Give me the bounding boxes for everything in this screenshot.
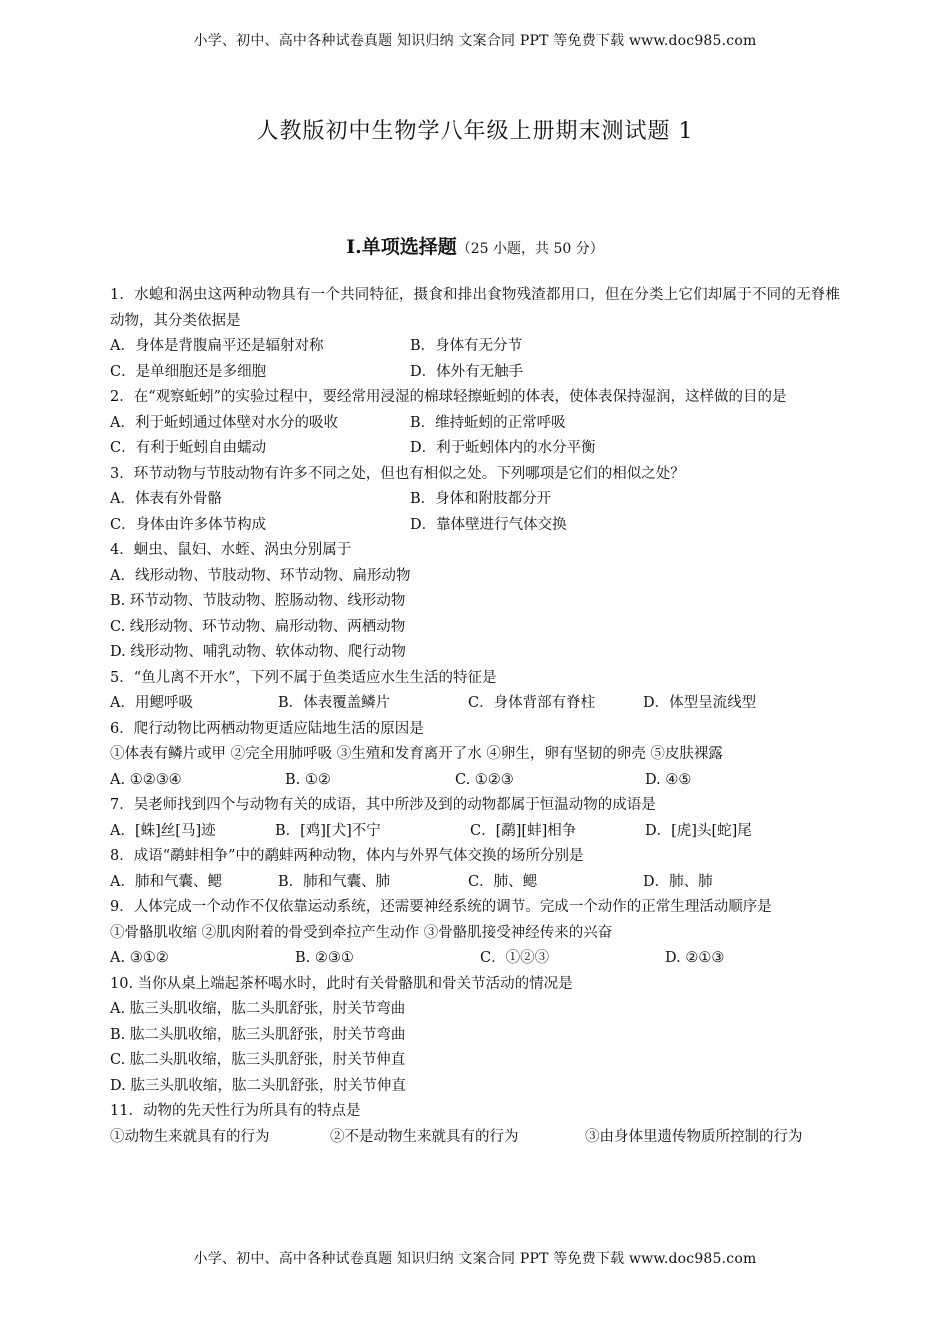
section-note: （25 小题，共 50 分） — [456, 241, 604, 257]
option-c: C．身体由许多体节构成 — [110, 516, 267, 533]
option-b: B．身体有无分节 — [410, 338, 523, 354]
question-3-stem: 3．环节动物与节肢动物有许多不同之处，但也有相似之处。下列哪项是它们的相似之处？ — [110, 465, 685, 482]
option-c: C．是单细胞还是多细胞 — [110, 363, 267, 380]
question-7-stem: 7．吴老师找到四个与动物有关的成语，其中所涉及到的动物都属于恒温动物的成语是 — [110, 797, 656, 813]
question-1-options — [110, 334, 840, 360]
option-b: B. ②③① — [295, 950, 354, 966]
option-a: A．利于蚯蚓通过体壁对水分的吸收 — [110, 414, 338, 431]
option-a: A．用鳃呼吸 — [110, 695, 193, 711]
question-10-stem: 10. 当你从桌上端起茶杯喝水时，此时有关骨骼肌和骨关节活动的情况是 — [110, 975, 573, 992]
question-4-stem: 4．蛔虫、鼠妇、水蛭、涡虫分别属于 — [110, 542, 352, 558]
question-5-options — [110, 691, 840, 717]
question-2-stem: 2．在“观察蚯蚓”的实验过程中，要经常用浸湿的棉球轻擦蚯蚓的体表，使体表保持湿润，这样做的目的是 — [110, 389, 787, 405]
section-heading-text: Ⅰ.单项选择题 — [346, 236, 457, 258]
item-2: ②不是动物生来就具有的行为 — [330, 1128, 519, 1145]
option-d: D．体外有无触手 — [410, 363, 524, 380]
question-2-options — [110, 411, 840, 437]
option-d: D. 线形动物、哺乳动物、软体动物、爬行动物 — [110, 644, 406, 660]
option-b: B. 环节动物、节肢动物、腔肠动物、线形动物 — [110, 593, 406, 609]
question-6-options — [110, 768, 840, 794]
question-9-items: ①骨骼肌收缩 ②肌肉附着的骨受到牵拉产生动作 ③骨骼肌接受神经传来的兴奋 — [110, 924, 613, 941]
option-a: A．肺和气囊、鳃 — [110, 873, 222, 890]
option-a: A. ③①② — [110, 950, 169, 966]
question-1-stem: 1．水螅和涡虫这两种动物具有一个共同特征，摄食和排出食物残渣都用口，但在分类上它们却属于不同的无脊椎动物，其分类依据是 — [110, 287, 840, 329]
question-7-options — [110, 819, 840, 845]
option-b: B．身体和附肢都分开 — [410, 491, 552, 507]
question-3-options — [110, 487, 840, 513]
option-a: A. 肱三头肌收缩，肱二头肌舒张，肘关节弯曲 — [110, 1001, 406, 1017]
option-c: C．身体背部有脊柱 — [468, 695, 596, 711]
page-header: 小学、初中、高中各种试卷真题 知识归纳 文案合同 PPT 等免费下载 www.doc985.com — [193, 33, 757, 49]
option-d: D. 肱三头肌收缩，肱二头肌舒张，肘关节伸直 — [110, 1077, 406, 1094]
option-a: A. ①②③④ — [110, 771, 182, 788]
question-5-stem: 5．“鱼儿离不开水”，下列不属于鱼类适应水生生活的特征是 — [110, 669, 497, 686]
question-6-stem: 6．爬行动物比两栖动物更适应陆地生活的原因是 — [110, 720, 424, 737]
option-d: D．靠体壁进行气体交换 — [410, 516, 567, 533]
option-d: D．利于蚯蚓体内的水分平衡 — [410, 440, 596, 456]
question-2-options-cd — [110, 436, 840, 462]
question-6-items: ①体表有鳞片或甲 ②完全用肺呼吸 ③生殖和发育离开了水 ④卵生，卵有坚韧的卵壳 ⑤皮肤裸露 — [110, 746, 723, 762]
option-b: B．[鸡][犬]不宁 — [275, 822, 381, 839]
option-c: C. 线形动物、环节动物、扁形动物、两栖动物 — [110, 618, 406, 635]
option-d: D．体型呈流线型 — [643, 695, 757, 711]
option-a: A．线形动物、节肢动物、环节动物、扁形动物 — [110, 567, 411, 584]
option-c: C. 肱二头肌收缩，肱三头肌舒张，肘关节伸直 — [110, 1052, 406, 1068]
question-1-options-cd — [110, 360, 840, 386]
option-d: D．肺、肺 — [643, 873, 713, 890]
item-3: ③由身体里遗传物质所控制的行为 — [585, 1128, 803, 1145]
option-b: B. 肱二头肌收缩，肱三头肌舒张，肘关节弯曲 — [110, 1026, 406, 1043]
option-c: C．①②③ — [480, 950, 550, 966]
option-c: C．有利于蚯蚓自由蠕动 — [110, 440, 267, 456]
question-8-stem: 8．成语“鹬蚌相争”中的鹬蚌两种动物，体内与外界气体交换的场所分别是 — [110, 848, 584, 864]
page-footer: 小学、初中、高中各种试卷真题 知识归纳 文案合同 PPT 等免费下载 www.doc985.com — [193, 1251, 757, 1267]
option-a: A．[蛛]丝[马]迹 — [110, 822, 216, 839]
option-d: D. ②①③ — [665, 950, 725, 966]
option-b: B. ①② — [285, 771, 331, 788]
question-3-options-cd — [110, 513, 840, 539]
item-1: ①动物生来就具有的行为 — [110, 1128, 270, 1145]
option-c: C．[鹬][蚌]相争 — [470, 822, 577, 839]
option-b: B．体表覆盖鳞片 — [278, 695, 391, 711]
question-8-options — [110, 870, 840, 896]
question-9-options — [110, 946, 840, 972]
option-c: C．肺、鳃 — [468, 873, 538, 890]
option-b: B．维持蚯蚓的正常呼吸 — [410, 414, 566, 431]
option-a: A．身体是背腹扁平还是辐射对称 — [110, 338, 324, 354]
document-title: 人教版初中生物学八年级上册期末测试题 1 — [256, 119, 694, 144]
question-9-stem: 9．人体完成一个动作不仅依靠运动系统，还需要神经系统的调节。完成一个动作的正常生理活动顺序是 — [110, 899, 772, 915]
question-11-stem: 11．动物的先天性行为所具有的特点是 — [110, 1103, 361, 1119]
question-list — [110, 283, 840, 1150]
option-a: A．体表有外骨骼 — [110, 491, 222, 507]
section-heading — [0, 232, 950, 259]
question-11-items — [110, 1125, 840, 1151]
option-d: D．[虎]头[蛇]尾 — [645, 822, 752, 839]
option-d: D. ④⑤ — [645, 771, 692, 788]
option-c: C. ①②③ — [455, 771, 514, 788]
option-b: B．肺和气囊、肺 — [278, 873, 391, 890]
